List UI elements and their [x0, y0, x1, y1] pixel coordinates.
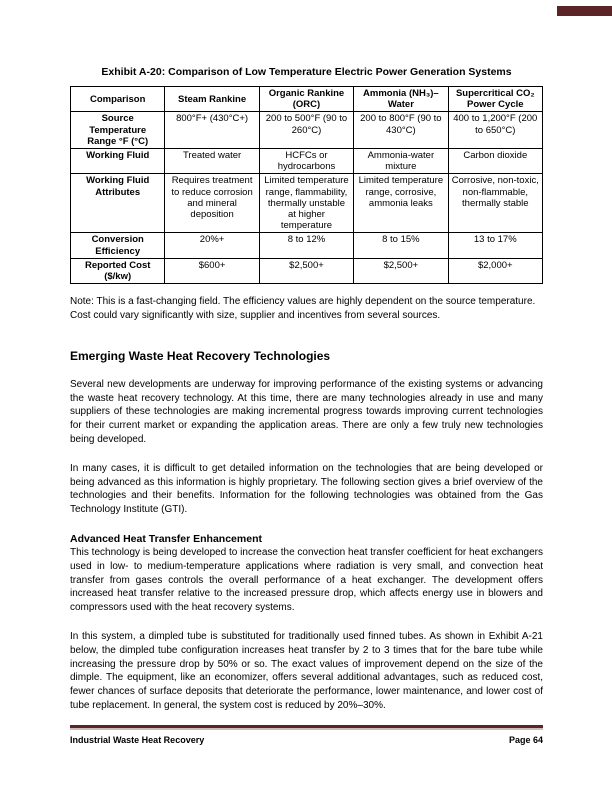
table-cell: Ammonia-water mixture	[354, 149, 448, 174]
table-cell: 200 to 500°F (90 to 260°C)	[259, 112, 353, 149]
table-cell: 20%+	[165, 233, 259, 258]
table-header-cell: Steam Rankine	[165, 87, 259, 112]
page-footer	[70, 725, 543, 746]
table-cell: $2,000+	[448, 258, 542, 283]
table-header-cell: Comparison	[71, 87, 165, 112]
top-right-accent-bar	[557, 6, 612, 16]
row-label-cell: Reported Cost ($/kw)	[71, 258, 165, 283]
table-row	[71, 112, 543, 149]
table-cell: 800°F+ (430°C+)	[165, 112, 259, 149]
table-cell: Limited temperature range, corrosive, ammonia leaks	[354, 174, 448, 233]
row-label-cell: Conversion Efficiency	[71, 233, 165, 258]
footer-page-number: Page 64	[508, 735, 543, 745]
table-note: Note: This is a fast-changing field. The efficiency values are highly dependent on the source temperature. Cost could vary significantly with size, supplier and incentives from several sources.	[70, 296, 536, 322]
row-label-cell: Working Fluid	[71, 149, 165, 174]
comparison-table	[70, 86, 543, 284]
table-cell: 13 to 17%	[448, 233, 542, 258]
table-cell: 8 to 12%	[259, 233, 353, 258]
table-row	[71, 258, 543, 283]
paragraph: In this system, a dimpled tube is substituted for traditionally used finned tubes. As shown in Exhibit A-21 below, the dimpled tube configuration increases heat transfer by 2 to 3 times that for the bare tube while increasing the pressure drop by 50% or so. The exact values of improvement depend on the size of the dimple. The equipment, like an economizer, offers several additional advantages, such as reduced cost, fewer chances of surface deposits that deteriorate the performance, lower maintenance, and lower cost of tube replacement. In general, the system cost is reduced by 20%–30%.	[70, 631, 543, 711]
table-cell: Treated water	[165, 149, 259, 174]
paragraph: This technology is being developed to increase the convection heat transfer coefficient for heat exchangers used in low- to medium-temperature applications where radiation is very small, and convection heat transfer from gases controls the overall performance of a heat exchanger. The development offers increased heat transfer relative to the increased pressure drop, which affects energy use in blowers and compressors used with the heat recovery systems.	[70, 547, 543, 614]
table-cell: $2,500+	[259, 258, 353, 283]
table-cell: 400 to 1,200°F (200 to 650°C)	[448, 112, 542, 149]
paragraph: In many cases, it is difficult to get detailed information on the technologies that are being developed or being advanced as this information is highly proprietary. The following section gives a brief overview of the technologies and their benefits. Information for the following technologies was obtained from the Gas Technology Institute (GTI).	[70, 462, 543, 516]
table-cell: HCFCs or hydrocarbons	[259, 149, 353, 174]
table-cell: 8 to 15%	[354, 233, 448, 258]
table-row	[71, 233, 543, 258]
subsection-heading: Advanced Heat Transfer Enhancement	[70, 533, 262, 546]
paragraph: Several new developments are underway for improving performance of the existing systems or advancing the waste heat recovery technology. At this time, there are many technologies already in use and many suppliers of these technologies are making incremental progress towards improving current technologies for their current market or expanding the application areas. There are only a few truly new technologies being developed.	[70, 378, 543, 446]
table-header-cell: Supercritical CO₂ Power Cycle	[448, 87, 542, 112]
table-header-cell: Ammonia (NH₃)– Water	[354, 87, 448, 112]
table-cell: 200 to 800°F (90 to 430°C)	[354, 112, 448, 149]
row-label-cell: Source Temperature Range °F (°C)	[71, 112, 165, 149]
table-cell: $2,500+	[354, 258, 448, 283]
table-header-cell: Organic Rankine (ORC)	[259, 87, 353, 112]
table-cell: $600+	[165, 258, 259, 283]
footer-document-title: Industrial Waste Heat Recovery	[70, 735, 205, 745]
table-row	[71, 174, 543, 233]
footer-rule	[70, 725, 543, 730]
row-label-cell: Working Fluid Attributes	[71, 174, 165, 233]
table-cell: Requires treatment to reduce corrosion and mineral deposition	[165, 174, 259, 233]
page-content	[70, 66, 543, 713]
table-header-row	[71, 87, 543, 112]
table-cell: Corrosive, non-toxic, non-flammable, thermally stable	[448, 174, 542, 233]
table-cell: Carbon dioxide	[448, 149, 542, 174]
table-row	[71, 149, 543, 174]
exhibit-title: Exhibit A-20: Comparison of Low Temperature Electric Power Generation Systems	[101, 66, 512, 78]
table-cell: Limited temperature range, flammability, thermally unstable at higher temperature	[259, 174, 353, 233]
section-heading: Emerging Waste Heat Recovery Technologies	[70, 348, 331, 363]
